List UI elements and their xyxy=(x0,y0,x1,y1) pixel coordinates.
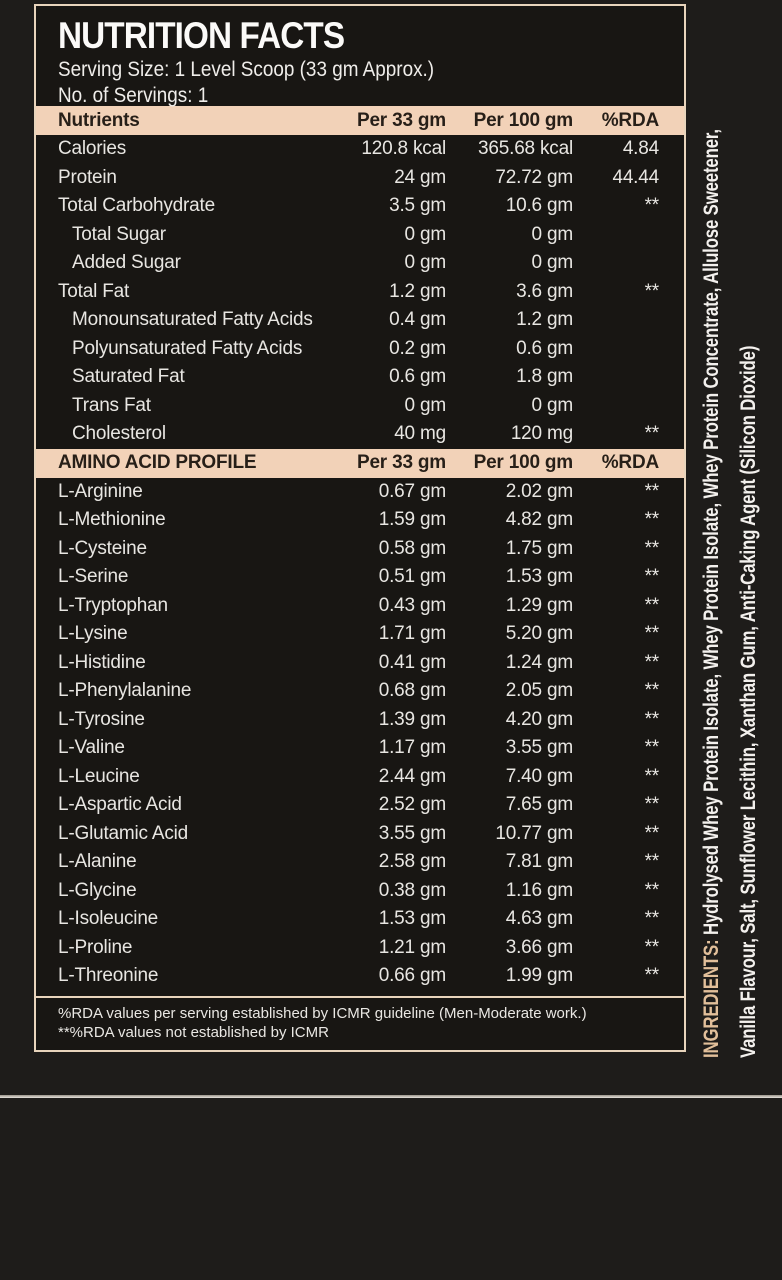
table-row xyxy=(36,135,684,164)
value-per-100gm: 4.63 gm xyxy=(505,908,573,930)
ingredients-heading: INGREDIENTS: xyxy=(700,939,723,1058)
value-rda: ** xyxy=(644,822,659,844)
column-header-per-100gm: Per 100 gm xyxy=(473,109,573,131)
value-per-100gm: 1.53 gm xyxy=(505,566,573,588)
table-row xyxy=(36,420,684,449)
row-label: L-Glycine xyxy=(58,879,137,901)
value-per-33gm: 2.58 gm xyxy=(378,851,446,873)
table-row xyxy=(36,506,684,535)
value-rda: ** xyxy=(644,908,659,930)
ingredients-line1-text: Hydrolysed Whey Protein Isolate, Whey Protein Isolate, Whey Protein Concentrate, Allulose Sweetener, xyxy=(700,129,723,935)
value-per-33gm: 1.17 gm xyxy=(378,737,446,759)
value-rda: ** xyxy=(644,879,659,901)
value-per-33gm: 2.52 gm xyxy=(378,794,446,816)
row-label: Total Fat xyxy=(58,280,130,302)
row-label: L-Tryptophan xyxy=(58,594,168,616)
panel-title: NUTRITION FACTS xyxy=(58,15,345,56)
column-header-nutrients: Nutrients xyxy=(58,109,140,131)
value-per-100gm: 7.81 gm xyxy=(505,851,573,873)
table-row xyxy=(36,706,684,735)
table-row xyxy=(36,791,684,820)
row-label: L-Aspartic Acid xyxy=(58,794,182,816)
table-row xyxy=(36,535,684,564)
table-row xyxy=(36,335,684,364)
column-header-rda: %RDA xyxy=(601,452,659,473)
row-label: L-Glutamic Acid xyxy=(58,822,189,844)
value-per-33gm: 0.58 gm xyxy=(378,537,446,559)
row-label: Trans Fat xyxy=(72,394,151,416)
amino-table xyxy=(36,478,684,991)
footnote-rda-source: %RDA values per serving established by ICMR guideline (Men-Moderate work.) xyxy=(58,1005,587,1022)
value-per-33gm: 0.2 gm xyxy=(389,337,446,359)
value-per-100gm: 0 gm xyxy=(531,252,573,274)
ingredients-text xyxy=(693,58,767,1058)
value-per-33gm: 3.55 gm xyxy=(378,822,446,844)
table-row xyxy=(36,763,684,792)
value-per-33gm: 24 gm xyxy=(394,166,446,188)
value-per-100gm: 7.65 gm xyxy=(505,794,573,816)
table-row xyxy=(36,848,684,877)
value-rda: ** xyxy=(644,737,659,759)
value-rda: ** xyxy=(644,680,659,702)
value-per-100gm: 1.2 gm xyxy=(516,309,573,331)
table-row xyxy=(36,563,684,592)
value-per-100gm: 3.55 gm xyxy=(505,737,573,759)
value-per-33gm: 1.21 gm xyxy=(378,936,446,958)
nutrients-table xyxy=(36,135,684,449)
value-per-100gm: 2.02 gm xyxy=(505,480,573,502)
table-row xyxy=(36,649,684,678)
column-header-rda: %RDA xyxy=(601,109,659,131)
table-row xyxy=(36,192,684,221)
value-per-100gm: 5.20 gm xyxy=(505,623,573,645)
value-rda: ** xyxy=(644,423,659,445)
bottom-divider-line xyxy=(0,1095,782,1098)
row-label: L-Arginine xyxy=(58,480,143,502)
row-label: Calories xyxy=(58,138,127,160)
value-per-100gm: 3.66 gm xyxy=(505,936,573,958)
value-rda: ** xyxy=(644,623,659,645)
value-rda: ** xyxy=(644,851,659,873)
value-rda: ** xyxy=(644,794,659,816)
table-row xyxy=(36,877,684,906)
value-per-100gm: 1.16 gm xyxy=(505,879,573,901)
nutrition-panel xyxy=(34,4,686,1052)
footnote-not-established: **%RDA values not established by ICMR xyxy=(58,1024,329,1041)
value-per-33gm: 3.5 gm xyxy=(389,195,446,217)
amino-header-band xyxy=(36,449,684,478)
value-rda: ** xyxy=(644,566,659,588)
value-per-100gm: 0 gm xyxy=(531,223,573,245)
value-per-100gm: 4.82 gm xyxy=(505,509,573,531)
table-row xyxy=(36,478,684,507)
row-label: L-Phenylalanine xyxy=(58,680,192,702)
row-label: L-Tyrosine xyxy=(58,708,145,730)
row-label: L-Methionine xyxy=(58,509,166,531)
value-per-100gm: 365.68 kcal xyxy=(478,138,573,160)
row-label: Monounsaturated Fatty Acids xyxy=(72,309,313,331)
value-per-100gm: 1.24 gm xyxy=(505,651,573,673)
value-per-100gm: 72.72 gm xyxy=(495,166,573,188)
value-per-100gm: 7.40 gm xyxy=(505,765,573,787)
table-row xyxy=(36,620,684,649)
value-per-33gm: 0 gm xyxy=(404,252,446,274)
value-rda: ** xyxy=(644,936,659,958)
table-row xyxy=(36,592,684,621)
ingredients-line-1 xyxy=(693,58,730,1058)
row-label: Cholesterol xyxy=(72,423,166,445)
row-label: L-Leucine xyxy=(58,765,140,787)
value-per-33gm: 0.43 gm xyxy=(378,594,446,616)
table-row xyxy=(36,734,684,763)
value-rda: ** xyxy=(644,765,659,787)
column-header-per-33gm: Per 33 gm xyxy=(356,109,446,131)
panel-title-row xyxy=(58,15,684,57)
value-per-33gm: 0 gm xyxy=(404,223,446,245)
value-per-33gm: 40 mg xyxy=(394,423,446,445)
servings-count-text: No. of Servings: 1 xyxy=(58,84,209,107)
column-header-per-33gm: Per 33 gm xyxy=(356,452,446,473)
table-row xyxy=(36,306,684,335)
value-per-33gm: 0.51 gm xyxy=(378,566,446,588)
row-label: L-Valine xyxy=(58,737,125,759)
value-per-33gm: 1.53 gm xyxy=(378,908,446,930)
row-label: Added Sugar xyxy=(72,252,181,274)
row-label: Protein xyxy=(58,166,117,188)
value-per-33gm: 2.44 gm xyxy=(378,765,446,787)
value-per-33gm: 1.59 gm xyxy=(378,509,446,531)
row-label: L-Cysteine xyxy=(58,537,147,559)
value-per-100gm: 0.6 gm xyxy=(516,337,573,359)
value-rda: ** xyxy=(644,195,659,217)
value-per-33gm: 1.39 gm xyxy=(378,708,446,730)
table-row xyxy=(36,820,684,849)
table-row xyxy=(36,249,684,278)
value-per-33gm: 120.8 kcal xyxy=(361,138,446,160)
ingredients-line-2: Vanilla Flavour, Salt, Sunflower Lecithin, Xanthan Gum, Anti-Caking Agent (Silicon Dioxide) xyxy=(737,345,760,1058)
table-row xyxy=(36,363,684,392)
row-label: L-Isoleucine xyxy=(58,908,159,930)
serving-size-row xyxy=(58,57,684,83)
table-row xyxy=(36,905,684,934)
serving-size-text: Serving Size: 1 Level Scoop (33 gm Approx.) xyxy=(58,58,435,81)
value-per-33gm: 0.4 gm xyxy=(389,309,446,331)
value-per-100gm: 1.75 gm xyxy=(505,537,573,559)
row-label: Saturated Fat xyxy=(72,366,185,388)
value-rda: ** xyxy=(644,708,659,730)
value-per-100gm: 120 mg xyxy=(510,423,573,445)
value-per-100gm: 1.29 gm xyxy=(505,594,573,616)
value-per-100gm: 10.77 gm xyxy=(495,822,573,844)
value-rda: 4.84 xyxy=(622,138,659,160)
value-per-100gm: 0 gm xyxy=(531,394,573,416)
table-row xyxy=(36,677,684,706)
column-header-amino-profile: AMINO ACID PROFILE xyxy=(58,452,257,473)
row-label: L-Histidine xyxy=(58,651,146,673)
row-label: L-Lysine xyxy=(58,623,128,645)
value-rda: ** xyxy=(644,509,659,531)
row-label: Polyunsaturated Fatty Acids xyxy=(72,337,303,359)
table-row xyxy=(36,221,684,250)
value-per-100gm: 10.6 gm xyxy=(505,195,573,217)
value-per-100gm: 2.05 gm xyxy=(505,680,573,702)
value-rda: ** xyxy=(644,537,659,559)
row-label: L-Proline xyxy=(58,936,133,958)
row-label: Total Carbohydrate xyxy=(58,195,215,217)
value-per-33gm: 0 gm xyxy=(404,394,446,416)
value-per-33gm: 0.38 gm xyxy=(378,879,446,901)
table-row xyxy=(36,962,684,991)
value-rda: 44.44 xyxy=(612,166,659,188)
table-row xyxy=(36,392,684,421)
value-per-33gm: 1.71 gm xyxy=(378,623,446,645)
value-per-33gm: 0.67 gm xyxy=(378,480,446,502)
nutrients-header-band xyxy=(36,106,684,135)
value-per-33gm: 0.66 gm xyxy=(378,965,446,987)
table-row xyxy=(36,278,684,307)
value-per-100gm: 4.20 gm xyxy=(505,708,573,730)
value-per-33gm: 0.6 gm xyxy=(389,366,446,388)
value-per-33gm: 1.2 gm xyxy=(389,280,446,302)
value-per-33gm: 0.41 gm xyxy=(378,651,446,673)
row-label: L-Threonine xyxy=(58,965,159,987)
table-row xyxy=(36,164,684,193)
value-per-100gm: 3.6 gm xyxy=(516,280,573,302)
row-label: Total Sugar xyxy=(72,223,166,245)
table-row xyxy=(36,934,684,963)
row-label: L-Serine xyxy=(58,566,129,588)
value-rda: ** xyxy=(644,480,659,502)
value-per-100gm: 1.8 gm xyxy=(516,366,573,388)
value-rda: ** xyxy=(644,594,659,616)
value-rda: ** xyxy=(644,965,659,987)
value-per-33gm: 0.68 gm xyxy=(378,680,446,702)
column-header-per-100gm: Per 100 gm xyxy=(473,452,573,473)
footnotes xyxy=(36,996,684,1050)
panel-header xyxy=(36,6,684,106)
row-label: L-Alanine xyxy=(58,851,137,873)
value-rda: ** xyxy=(644,651,659,673)
value-rda: ** xyxy=(644,280,659,302)
value-per-100gm: 1.99 gm xyxy=(505,965,573,987)
